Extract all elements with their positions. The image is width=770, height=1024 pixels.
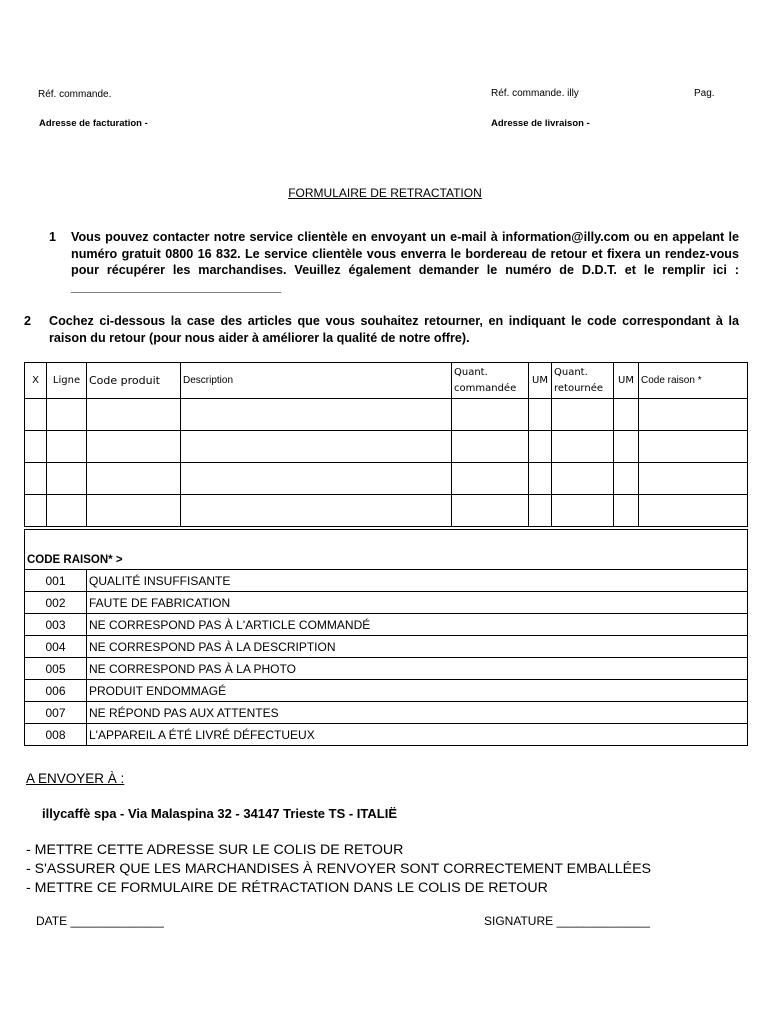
- um-cell[interactable]: [614, 463, 639, 495]
- return-items-table: [24, 362, 748, 527]
- step-2-number: 2: [24, 314, 32, 328]
- list-item: [25, 724, 748, 746]
- list-item: [25, 680, 748, 702]
- date-field[interactable]: DATE ______________: [36, 914, 164, 928]
- select-checkbox-cell[interactable]: [25, 463, 47, 495]
- page-label: Pag.: [694, 88, 715, 99]
- reason-label: QUALITÉ INSUFFISANTE: [87, 570, 748, 592]
- ligne-cell[interactable]: [47, 431, 87, 463]
- reason-codes-table: [24, 529, 748, 746]
- list-item: [25, 636, 748, 658]
- reason-label: NE CORRESPOND PAS À L'ARTICLE COMMANDÉ: [87, 614, 748, 636]
- list-item: [25, 570, 748, 592]
- step-2-text: Cochez ci-dessous la case des articles que vous souhaitez retourner, en indiquant le code correspondant à la raison du retour (pour nous aider à améliorer la qualité de notre offre).: [49, 314, 739, 345]
- reason-label: NE CORRESPOND PAS À LA PHOTO: [87, 658, 748, 680]
- col-quant-commandee: Quant. commandée: [452, 363, 529, 399]
- list-item: [25, 702, 748, 724]
- reason-label: FAUTE DE FABRICATION: [87, 592, 748, 614]
- select-checkbox-cell[interactable]: [25, 431, 47, 463]
- col-x: X: [25, 363, 47, 399]
- code-raison-cell[interactable]: [639, 399, 748, 431]
- return-address: illycaffè spa - Via Malaspina 32 - 34147 Trieste TS - ITALIË: [42, 806, 397, 821]
- description-cell[interactable]: [181, 495, 452, 527]
- um-cell[interactable]: [529, 463, 552, 495]
- form-title: FORMULAIRE DE RETRACTATION: [288, 186, 482, 200]
- um-cell[interactable]: [529, 431, 552, 463]
- instruction-3: - METTRE CE FORMULAIRE DE RÉTRACTATION DANS LE COLIS DE RETOUR: [26, 880, 548, 896]
- reason-code: 008: [25, 724, 87, 746]
- code-produit-cell[interactable]: [87, 463, 181, 495]
- reason-code: 001: [25, 570, 87, 592]
- reason-label: NE RÉPOND PAS AUX ATTENTES: [87, 702, 748, 724]
- reason-code: 002: [25, 592, 87, 614]
- quant-retournee-cell[interactable]: [552, 431, 614, 463]
- reason-label: PRODUIT ENDOMMAGÉ: [87, 680, 748, 702]
- delivery-address-label: Adresse de livraison -: [491, 118, 590, 129]
- step-1-number: 1: [49, 230, 57, 244]
- reason-label: L'APPAREIL A ÉTÉ LIVRÉ DÉFECTUEUX: [87, 724, 748, 746]
- quant-retournee-cell[interactable]: [552, 399, 614, 431]
- table-row: [25, 399, 748, 431]
- reason-code: 007: [25, 702, 87, 724]
- send-to-label: A ENVOYER À :: [26, 771, 125, 786]
- select-checkbox-cell[interactable]: [25, 495, 47, 527]
- reason-code: 003: [25, 614, 87, 636]
- instruction-1: - METTRE CETTE ADRESSE SUR LE COLIS DE RETOUR: [26, 842, 404, 858]
- col-code-produit: Code produit: [87, 363, 181, 399]
- ligne-cell[interactable]: [47, 463, 87, 495]
- col-um-1: UM: [529, 363, 552, 399]
- quant-commandee-cell[interactable]: [452, 399, 529, 431]
- col-description: Description: [181, 363, 452, 399]
- ligne-cell[interactable]: [47, 399, 87, 431]
- description-cell[interactable]: [181, 399, 452, 431]
- code-raison-cell[interactable]: [639, 431, 748, 463]
- col-ligne: Ligne: [47, 363, 87, 399]
- um-cell[interactable]: [614, 495, 639, 527]
- reason-code: 006: [25, 680, 87, 702]
- list-item: [25, 592, 748, 614]
- um-cell[interactable]: [529, 399, 552, 431]
- code-raison-cell[interactable]: [639, 495, 748, 527]
- description-cell[interactable]: [181, 463, 452, 495]
- step-1: [0, 229, 770, 299]
- description-cell[interactable]: [181, 431, 452, 463]
- billing-address-label: Adresse de facturation -: [39, 118, 148, 129]
- list-item: [25, 658, 748, 680]
- code-produit-cell[interactable]: [87, 495, 181, 527]
- reason-label: NE CORRESPOND PAS À LA DESCRIPTION: [87, 636, 748, 658]
- quant-commandee-cell[interactable]: [452, 495, 529, 527]
- um-cell[interactable]: [529, 495, 552, 527]
- table-row: [25, 431, 748, 463]
- col-um-2: UM: [614, 363, 639, 399]
- table-row: [25, 463, 748, 495]
- ref-commande-illy-label: Réf. commande. illy: [491, 88, 579, 99]
- signature-field[interactable]: SIGNATURE ______________: [484, 914, 650, 928]
- code-produit-cell[interactable]: [87, 399, 181, 431]
- col-code-raison: Code raison *: [639, 363, 748, 399]
- reason-codes-heading-row: [25, 530, 748, 570]
- table-row: [25, 495, 748, 527]
- items-header-row: [25, 363, 748, 399]
- instruction-2: - S'ASSURER QUE LES MARCHANDISES À RENVOYER SONT CORRECTEMENT EMBALLÉES: [26, 861, 651, 877]
- ref-commande-label: Réf. commande.: [38, 89, 112, 100]
- quant-retournee-cell[interactable]: [552, 463, 614, 495]
- um-cell[interactable]: [614, 431, 639, 463]
- quant-retournee-cell[interactable]: [552, 495, 614, 527]
- ligne-cell[interactable]: [47, 495, 87, 527]
- select-checkbox-cell[interactable]: [25, 399, 47, 431]
- step-1-text: Vous pouvez contacter notre service clientèle en envoyant un e-mail à information@illy.com ou en appelant le numéro gratuit 0800 16 832. Le service clientèle vous enverra le bordereau de retour et fixera un rendez-vous pour récupérer les marchandises. Veuillez également demander le numéro de D.D.T. et le remplir ici : ______________________________: [71, 230, 739, 294]
- code-produit-cell[interactable]: [87, 431, 181, 463]
- list-item: [25, 614, 748, 636]
- reason-code: 005: [25, 658, 87, 680]
- reason-code: 004: [25, 636, 87, 658]
- quant-commandee-cell[interactable]: [452, 463, 529, 495]
- reason-codes-heading: CODE RAISON* >: [25, 530, 748, 570]
- quant-commandee-cell[interactable]: [452, 431, 529, 463]
- code-raison-cell[interactable]: [639, 463, 748, 495]
- step-2: [0, 313, 770, 353]
- col-quant-retournee: Quant. retournée: [552, 363, 614, 399]
- um-cell[interactable]: [614, 399, 639, 431]
